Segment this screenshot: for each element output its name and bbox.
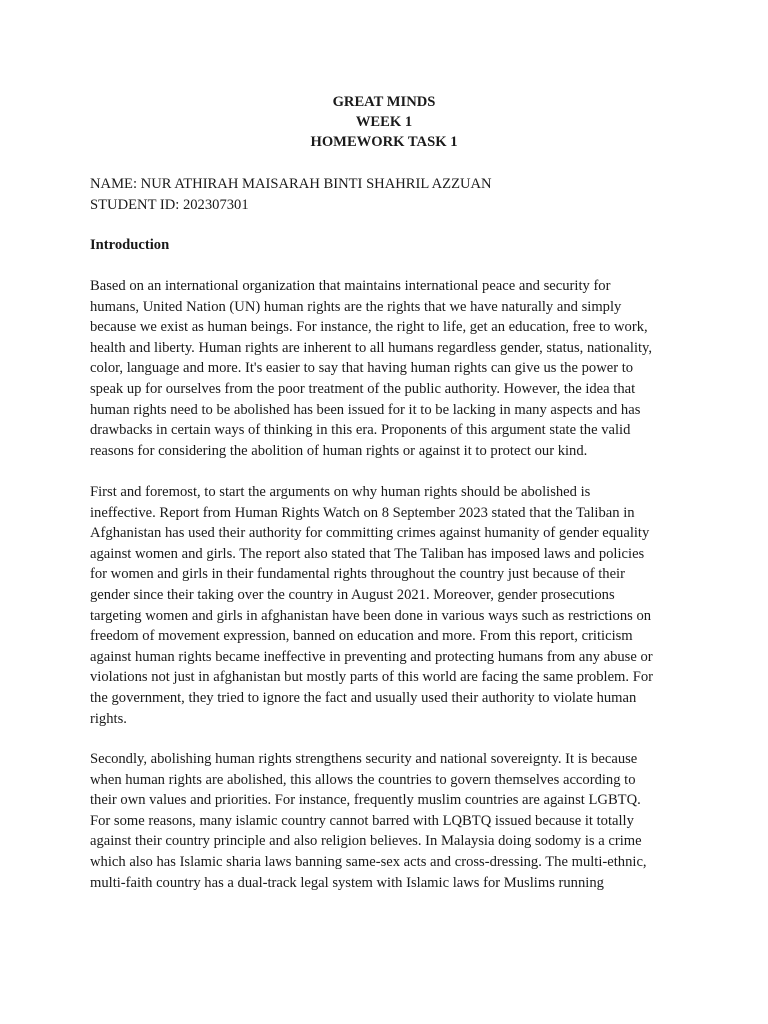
student-id: STUDENT ID: 202307301 <box>90 196 249 213</box>
paragraph-line: the government, they tried to ignore the fact and usually used their authority to violate human <box>90 689 637 706</box>
paragraph-line: freedom of movement expression, banned on education and more. From this report, criticism <box>90 628 633 645</box>
paragraph-line: against women and girls. The report also stated that The Taliban has imposed laws and policies <box>90 545 645 562</box>
paragraph-second-argument <box>90 749 676 893</box>
paragraph-line: health and liberty. Human rights are inherent to all humans regardless gender, status, nationality, <box>90 339 653 356</box>
paragraph-line: Secondly, abolishing human rights strengthens security and national sovereignty. It is because <box>90 751 638 767</box>
section-heading: Introduction <box>90 237 170 253</box>
paragraph-line: targeting women and girls in afghanistan have been done in various ways such as restrictions on <box>90 607 652 624</box>
paragraph-introduction <box>90 276 676 461</box>
paragraph-line: humans, United Nation (UN) human rights are the rights that we have naturally and simply <box>90 298 622 315</box>
paragraph-line: their own values and priorities. For instance, frequently muslim countries are against LGBTQ. <box>90 792 641 809</box>
header-title: GREAT MINDS <box>332 94 436 110</box>
paragraph-line: For some reasons, many islamic country cannot barred with LQBTQ issued because it totally <box>90 812 634 829</box>
paragraph-line: rights. <box>90 710 127 727</box>
paragraph-line: violations not just in afghanistan but mostly parts of this world are facing the same problem. For <box>90 669 653 686</box>
paragraph-line: which also has Islamic sharia laws banning same-sex acts and cross-dressing. The multi-ethnic, <box>90 853 647 870</box>
paragraph-line: color, language and more. It's easier to say that having human rights can give us the power to <box>90 360 634 377</box>
document-header <box>0 92 768 152</box>
paragraph-line: drawbacks in certain ways of thinking in this era. Proponents of this argument state the valid <box>90 422 631 439</box>
paragraph-line: against human rights became ineffective in preventing and protecting humans from any abuse or <box>90 648 653 665</box>
student-name: NAME: NUR ATHIRAH MAISARAH BINTI SHAHRIL AZZUAN <box>90 176 492 192</box>
student-info <box>90 174 690 215</box>
paragraph-line: reasons for considering the abolition of human rights or against it to protect our kind. <box>90 442 588 459</box>
paragraph-line: ineffective. Report from Human Rights Watch on 8 September 2023 stated that the Taliban in <box>90 504 635 521</box>
paragraph-line: when human rights are abolished, this allows the countries to govern themselves according to <box>90 771 636 788</box>
paragraph-line: against their country principle and also religion believes. In Malaysia doing sodomy is a crime <box>90 833 642 850</box>
paragraph-first-argument <box>90 482 676 729</box>
paragraph-line: speak up for ourselves from the poor treatment of the public authority. However, the idea that <box>90 380 636 397</box>
paragraph-line: because we exist as human beings. For instance, the right to life, get an education, free to work, <box>90 319 648 336</box>
paragraph-line: gender since their taking over the country in August 2021. Moreover, gender prosecutions <box>90 586 615 603</box>
paragraph-line: for women and girls in their fundamental rights throughout the country just because of their <box>90 566 625 583</box>
header-week: WEEK 1 <box>355 114 413 130</box>
paragraph-line: First and foremost, to start the arguments on why human rights should be abolished is <box>90 484 591 500</box>
paragraph-line: human rights need to be abolished has been issued for it to be lacking in many aspects and has <box>90 401 641 418</box>
paragraph-line: Based on an international organization that maintains international peace and security for <box>90 278 611 294</box>
header-task: HOMEWORK TASK 1 <box>310 134 458 150</box>
paragraph-line: multi-faith country has a dual-track legal system with Islamic laws for Muslims running <box>90 874 604 891</box>
paragraph-line: Afghanistan has used their authority for committing crimes against humanity of gender equality <box>90 525 650 542</box>
